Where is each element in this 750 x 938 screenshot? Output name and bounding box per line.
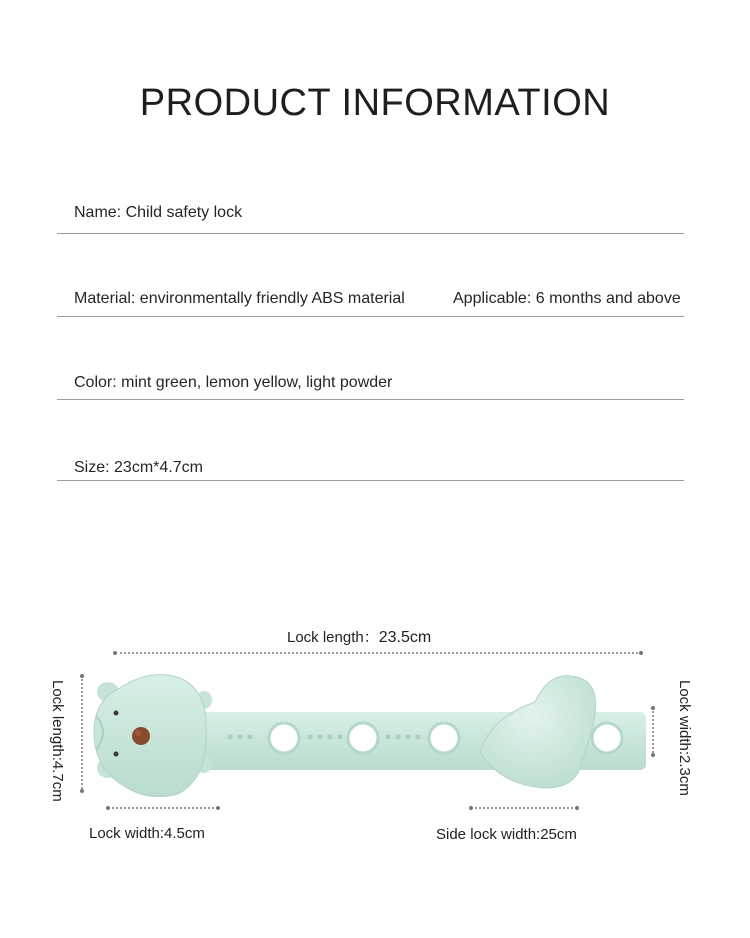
heart-side-lock <box>480 676 596 788</box>
lock-width-dimension-line <box>108 807 218 809</box>
lock-width-vertical-label: Lock width:2.3cm <box>676 680 693 796</box>
eye-icon <box>114 752 119 757</box>
main-lock-body <box>94 675 206 797</box>
strap-hole <box>348 723 378 753</box>
lock-length-dimension-line <box>115 652 642 654</box>
lock-width-label: Lock width:4.5cm <box>89 825 205 842</box>
applicable-info: Applicable: 6 months and above <box>453 290 681 307</box>
divider <box>57 233 684 234</box>
material-info: Material: environmentally friendly ABS material <box>74 290 405 307</box>
strap-hole <box>269 723 299 753</box>
divider <box>57 316 684 317</box>
lock-length-vertical-label: Lock length:4.7cm <box>49 680 66 802</box>
lock-button-icon <box>132 727 150 745</box>
divider <box>57 399 684 400</box>
dimension-endpoint <box>575 806 579 810</box>
dimension-endpoint <box>106 806 110 810</box>
strap-hole <box>429 723 459 753</box>
divider <box>57 480 684 481</box>
dimension-endpoint <box>113 651 117 655</box>
strap-hole <box>592 723 622 753</box>
side-lock-width-dimension-line <box>471 807 577 809</box>
size-info: Size: 23cm*4.7cm <box>74 459 203 476</box>
side-lock-width-label: Side lock width:25cm <box>436 826 577 843</box>
name-info: Name: Child safety lock <box>74 204 243 221</box>
color-info: Color: mint green, lemon yellow, light powder <box>74 374 393 391</box>
dimension-endpoint <box>469 806 473 810</box>
page-title: PRODUCT INFORMATION <box>139 82 611 124</box>
dimension-endpoint <box>216 806 220 810</box>
eye-icon <box>114 711 119 716</box>
child-safety-lock-image <box>80 660 660 800</box>
dimension-endpoint <box>639 651 643 655</box>
lock-length-label: Lock length：23.5cm <box>287 629 432 646</box>
